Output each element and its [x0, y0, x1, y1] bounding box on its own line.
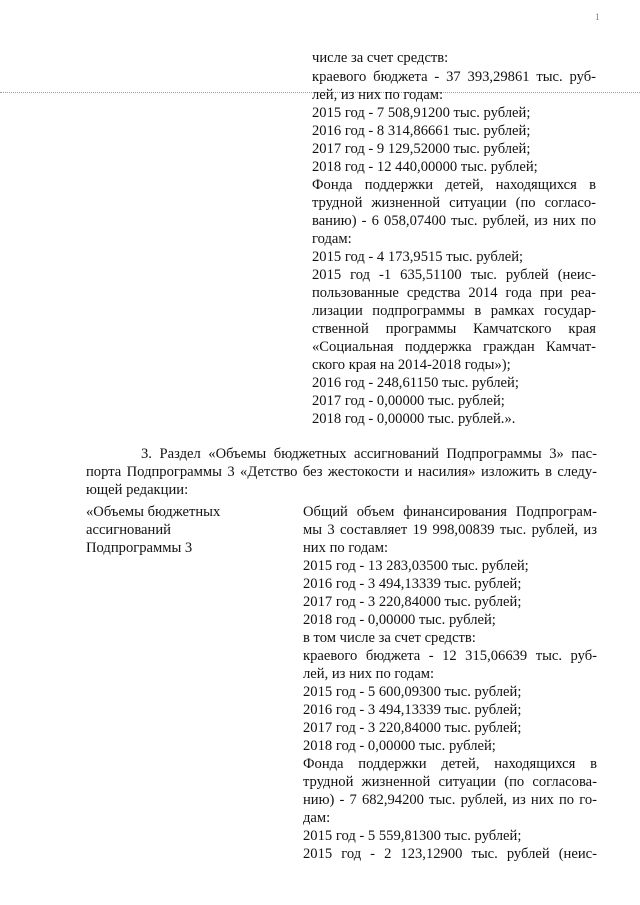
text-line: ского края на 2014-2018 годы»); [312, 357, 511, 373]
text-line: нию) - 7 682,94200 тыс. рублей, из них по го- [303, 792, 597, 808]
text-line: 2015 год - 2 123,12900 тыс. рублей (неис- [303, 846, 597, 862]
text-line: Фонда поддержки детей, находящихся в [312, 177, 596, 193]
text-line: 2018 год - 0,00000 тыс. рублей; [303, 612, 496, 628]
text-line: лей, из них по годам: [312, 87, 444, 103]
text-line: 2018 год - 0,00000 тыс. рублей.». [312, 411, 516, 427]
text-line: 2016 год - 3 494,13339 тыс. рублей; [303, 702, 522, 718]
text-line: 2015 год - 5 600,09300 тыс. рублей; [303, 684, 522, 700]
text-line: 2015 год - 13 283,03500 тыс. рублей; [303, 558, 529, 574]
text-line: 2015 год - 7 508,91200 тыс. рублей; [312, 105, 531, 121]
text-line: краевого бюджета - 12 315,06639 тыс. руб- [303, 648, 597, 664]
text-line: 2016 год - 248,61150 тыс. рублей; [312, 375, 519, 391]
text-line: ассигнований [86, 522, 171, 538]
text-line: годам: [312, 231, 352, 247]
text-line: 2016 год - 3 494,13339 тыс. рублей; [303, 576, 522, 592]
text-line: трудной жизненной ситуации (по согласо- [312, 195, 596, 211]
page-mark: 1 [595, 12, 600, 22]
text-line: 3. Раздел «Объемы бюджетных ассигнований Подпрограммы 3» пас- [141, 446, 597, 462]
text-line: 2015 год -1 635,51100 тыс. рублей (неис- [312, 267, 596, 283]
text-line: 2017 год - 3 220,84000 тыс. рублей; [303, 594, 522, 610]
text-line: 2018 год - 12 440,00000 тыс. рублей; [312, 159, 538, 175]
text-line: дам: [303, 810, 331, 826]
text-line: Общий объем финансирования Подпрограм- [303, 504, 597, 520]
text-line: лизации подпрограммы в рамках государ- [312, 303, 596, 319]
text-line: трудной жизненной ситуации (по согласова- [303, 774, 597, 790]
text-line: 2016 год - 8 314,86661 тыс. рублей; [312, 123, 531, 139]
text-line: ванию) - 6 058,07400 тыс. рублей, из них по [312, 213, 596, 229]
text-line: числе за счет средств: [312, 50, 449, 66]
text-line: в том числе за счет средств: [303, 630, 476, 646]
text-line: 2017 год - 9 129,52000 тыс. рублей; [312, 141, 531, 157]
text-line: 2015 год - 4 173,9515 тыс. рублей; [312, 249, 524, 265]
text-line: краевого бюджета - 37 393,29861 тыс. руб- [312, 69, 596, 85]
text-line: ющей редакции: [86, 482, 189, 498]
text-line: «Социальная поддержка граждан Камчат- [312, 339, 596, 355]
text-line: лей, из них по годам: [303, 666, 435, 682]
text-line: ственной программы Камчатского края [312, 321, 596, 337]
text-line: 2015 год - 5 559,81300 тыс. рублей; [303, 828, 522, 844]
text-line: 2017 год - 3 220,84000 тыс. рублей; [303, 720, 522, 736]
text-line: мы 3 составляет 19 998,00839 тыс. рублей, из [303, 522, 597, 538]
text-line: порта Подпрограммы 3 «Детство без жестокости и насилия» изложить в следу- [86, 464, 597, 480]
text-line: 2017 год - 0,00000 тыс. рублей; [312, 393, 505, 409]
text-line: них по годам: [303, 540, 389, 556]
text-line: пользованные средства 2014 года при реа- [312, 285, 596, 301]
text-line: Фонда поддержки детей, находящихся в [303, 756, 597, 772]
text-line: Подпрограммы 3 [86, 540, 193, 556]
text-line: «Объемы бюджетных [86, 504, 221, 520]
text-line: 2018 год - 0,00000 тыс. рублей; [303, 738, 496, 754]
